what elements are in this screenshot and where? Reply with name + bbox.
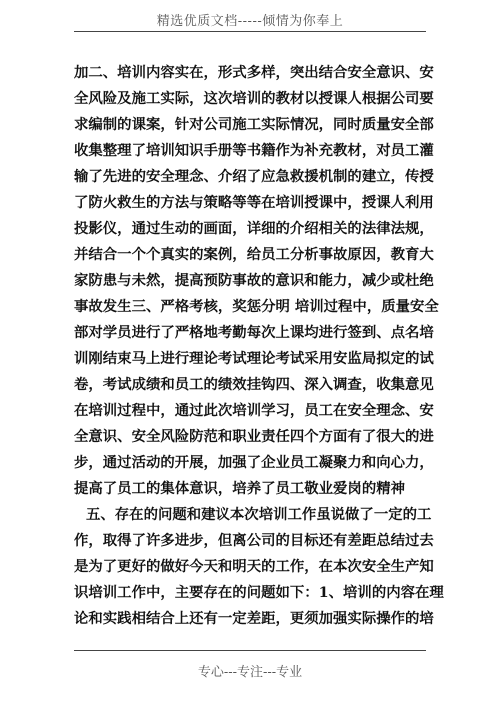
body-line: 训刚结束马上进行理论考试理论考试采用安监局拟定的试	[74, 350, 434, 367]
footer-divider	[74, 650, 426, 651]
body-line: 收集整理了培训知识手册等书籍作为补充教材，对员工灌	[74, 142, 434, 159]
page-footer: 专心---专注---专业	[197, 665, 303, 680]
header-divider	[74, 31, 426, 32]
body-line: 输了先进的安全理念、介绍了应急救援机制的建立，传授	[74, 168, 434, 185]
page-header: 精选优质文档-----倾情为你奉上	[156, 14, 344, 29]
body-line: 求编制的课案，针对公司施工实际情况，同时质量安全部	[74, 116, 434, 133]
body-line: 论和实践相结合上还有一定差距，更须加强实际操作的培	[74, 610, 434, 627]
document-body	[74, 60, 444, 632]
body-line: 并结合一个个真实的案例，给员工分析事故原因，教育大	[74, 246, 434, 263]
body-line: 投影仪，通过生动的画面，详细的介绍相关的法律法规，	[74, 220, 434, 237]
body-line: 提高了员工的集体意识，培养了员工敬业爱岗的精神	[74, 480, 405, 497]
body-line: 在培训过程中，通过此次培训学习，员工在安全理念、安	[74, 402, 434, 419]
body-line: 加二、培训内容实在，形式多样，突出结合安全意识、安	[74, 64, 434, 81]
body-line: 是为了更好的做好今天和明天的工作，在本次安全生产知	[74, 558, 434, 575]
body-line: 家防患与未然，提高预防事故的意识和能力，减少或杜绝	[74, 272, 434, 289]
body-line: 部对学员进行了严格地考勤每次上课均进行签到、点名培	[74, 324, 434, 341]
body-line: 卷，考试成绩和员工的绩效挂钩四、深入调查，收集意见	[74, 376, 434, 393]
body-line: 五、存在的问题和建议本次培训工作虽说做了一定的工	[86, 506, 432, 523]
body-line: 作，取得了许多进步，但离公司的目标还有差距总结过去	[74, 532, 434, 549]
body-line: 识培训工作中，主要存在的问题如下：1、培训的内容在理	[74, 584, 444, 601]
body-line: 全风险及施工实际，这次培训的教材以授课人根据公司要	[74, 90, 434, 107]
body-line: 了防火救生的方法与策略等等在培训授课中，授课人利用	[74, 194, 434, 211]
body-line: 事故发生三、严格考核，奖惩分明 培训过程中，质量安全	[74, 298, 439, 315]
body-line: 全意识、安全风险防范和职业责任四个方面有了很大的进	[74, 428, 434, 445]
body-line: 步，通过活动的开展，加强了企业员工凝聚力和向心力，	[74, 454, 434, 471]
